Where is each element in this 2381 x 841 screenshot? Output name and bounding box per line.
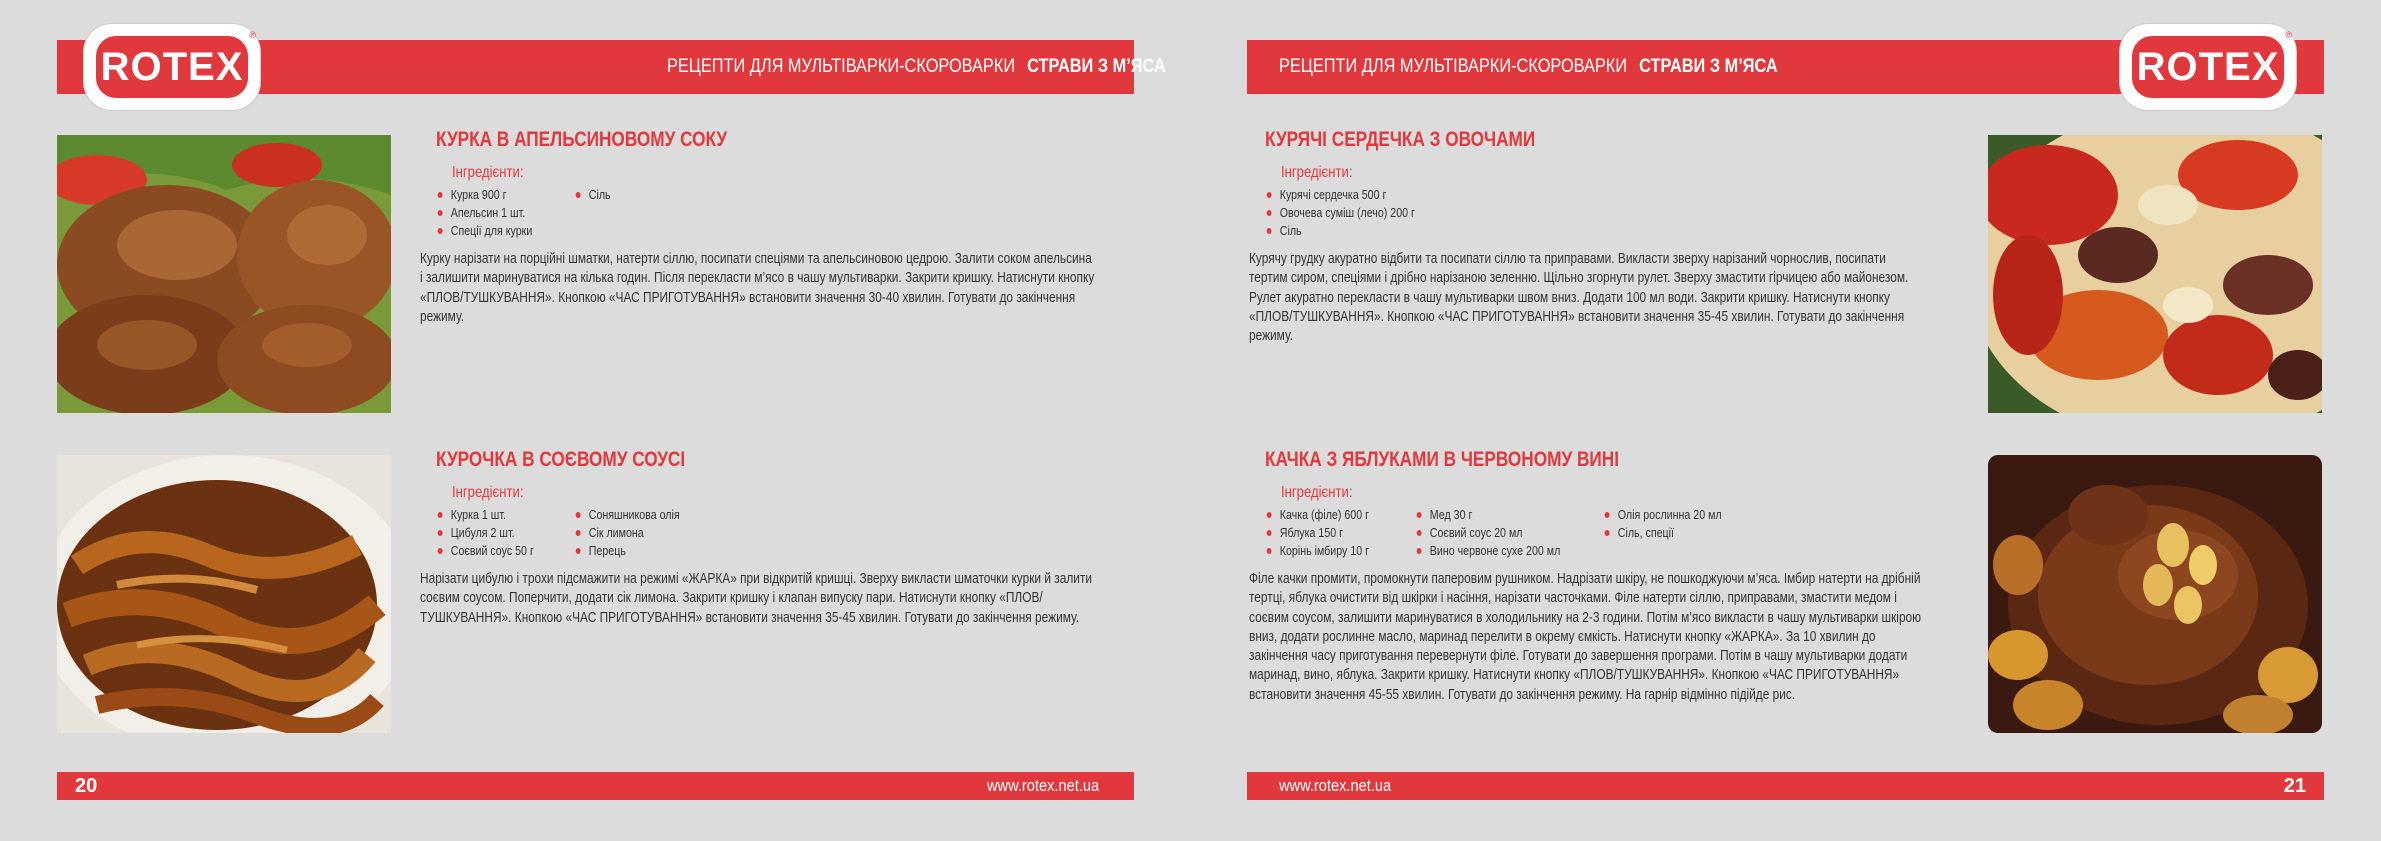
ingredient-item: Мед 30 г — [1415, 506, 1560, 524]
recipe-chicken-orange — [420, 128, 1136, 325]
ingredient-item: Соєвий соус 20 мл — [1415, 524, 1560, 542]
page-number-right: 21 — [2283, 775, 2306, 797]
ingredient-item: Курячі сердечка 500 г — [1265, 186, 1415, 204]
rotex-logo-right — [2120, 24, 2296, 110]
right-header-series: РЕЦЕПТИ ДЛЯ МУЛЬТІВАРКИ-СКОРОВАРКИ — [1279, 56, 1628, 77]
page-number-left: 20 — [75, 775, 98, 797]
recipe-title: КУРЯЧІ СЕРДЕЧКА З ОВОЧАМИ — [1265, 128, 1536, 151]
ingredient-item: Перець — [574, 542, 680, 560]
photo-duck-apples — [1988, 455, 2322, 733]
ingredient-item: Сік лимона — [574, 524, 680, 542]
ingredient-item: Курка 900 г — [436, 186, 532, 204]
photo-chicken-hearts — [1988, 135, 2322, 413]
left-header-series: РЕЦЕПТИ ДЛЯ МУЛЬТІВАРКИ-СКОРОВАРКИ — [667, 56, 1016, 77]
rotex-logo-left — [84, 24, 260, 110]
left-header-text — [667, 40, 1166, 94]
ingredient-item: Овочева суміш (лечо) 200 г — [1265, 204, 1415, 222]
ingredient-item: Сіль — [574, 186, 611, 204]
ingredient-item: Курка 1 шт. — [436, 506, 534, 524]
ingredient-item: Соєвий соус 50 г — [436, 542, 534, 560]
right-header-text — [1279, 40, 1778, 94]
recipe-instructions: Філе качки промити, промокнути паперовим рушником. Надрізати шкіру, не пошкоджуючи м’яса. Імбир натерти на дрібній тертці, яблука очистити від шкірки і насіння, нарізати часточками. Філе натерти сіллю, приправами, змастити медом і соєвим соусом, залишити маринуватися в холодильнику на 2-3 години. Потім м’ясо викласти в чашу мультиварки шкірою вниз, додати рослинне масло, маринад перелити в окрему ємкість. Натиснути кнопку «ЖАРКА». За 10 хвилин до закінчення часу приготування перевернути філе. Готувати до завершення програми. Потім в чашу мультиварки додати маринад, вино, яблука. Закрити кришку. Натиснути кнопку «ПЛОВ/ТУШКУВАННЯ». Кнопкою «ЧАС ПРИГОТУВАННЯ» встановити значення 45-55 хвилин. Готувати до закінчення режиму. На гарнір відмінно підійде рис. — [1249, 571, 1922, 703]
footer-url-right: www.rotex.net.ua — [1279, 776, 1392, 795]
photo-chicken-soy — [57, 455, 391, 733]
registered-mark: ® — [2285, 30, 2292, 40]
ingredients-label: Інгредієнти: — [1281, 164, 1353, 181]
recipe-instructions: Курку нарізати на порційні шматки, натерти сіллю, посипати спеціями та апельсиновою цедрою. Залити соком апельсина і залишити маринуватися на кілька годин. Після перекласти м’ясо в чашу мультиварки. Закрити кришку. Натиснути кнопку «ПЛОВ/ТУШКУВАННЯ». Кнопкою «ЧАС ПРИГОТУВАННЯ» встановити значення 30-40 хвилин. Готувати до закінчення режиму. — [420, 251, 1095, 325]
right-header-section: СТРАВИ З М’ЯСА — [1639, 56, 1778, 77]
ingredient-item: Яблука 150 г — [1265, 524, 1369, 542]
recipe-title: КУРОЧКА В СОЄВОМУ СОУСІ — [436, 448, 686, 471]
ingredients-label: Інгредієнти: — [1281, 484, 1353, 501]
ingredients-label: Інгредієнти: — [452, 484, 524, 501]
left-footer-bar — [57, 772, 1134, 800]
ingredient-item: Качка (філе) 600 г — [1265, 506, 1369, 524]
ingredient-item: Сіль — [1265, 222, 1415, 240]
ingredient-item: Вино червоне сухе 200 мл — [1415, 542, 1560, 560]
ingredient-item: Сіль, спеції — [1603, 524, 1722, 542]
ingredient-item: Цибуля 2 шт. — [436, 524, 534, 542]
left-header-section: СТРАВИ З М’ЯСА — [1027, 56, 1166, 77]
ingredient-item: Корінь імбиру 10 г — [1265, 542, 1369, 560]
photo-chicken-orange — [57, 135, 391, 413]
recipe-title: КАЧКА З ЯБЛУКАМИ В ЧЕРВОНОМУ ВИНІ — [1265, 448, 1620, 471]
rotex-logo-text: ROTEX — [96, 36, 248, 98]
ingredient-item: Олія рослинна 20 мл — [1603, 506, 1722, 524]
ingredients-label: Інгредієнти: — [452, 164, 524, 181]
ingredient-item: Апельсин 1 шт. — [436, 204, 532, 222]
rotex-logo-text: ROTEX — [2132, 36, 2284, 98]
ingredient-item: Соняшникова олія — [574, 506, 680, 524]
ingredient-item: Спеції для курки — [436, 222, 532, 240]
recipe-chicken-hearts — [1249, 128, 1965, 345]
registered-mark: ® — [249, 30, 256, 40]
recipe-instructions: Нарізати цибулю і трохи підсмажити на режимі «ЖАРКА» при відкритій кришці. Зверху викласти шматочки курки й залити соєвим соусом. Поперчити, додати сік лимона. Закрити кришку і клапан випуску пари. Натиснути кнопку «ПЛОВ/ТУШКУВАННЯ». Кнопкою «ЧАС ПРИГОТУВАННЯ» встановити значення 35-45 хвилин. Готувати до закінчення режиму. — [420, 571, 1093, 626]
right-footer-bar — [1247, 772, 2324, 800]
recipe-title: КУРКА В АПЕЛЬСИНОВОМУ СОКУ — [436, 128, 728, 151]
footer-url-left: www.rotex.net.ua — [987, 776, 1100, 795]
recipe-chicken-soy — [420, 448, 1136, 626]
recipe-duck-apples — [1249, 448, 1965, 703]
recipe-instructions: Курячу грудку акуратно відбити та посипати сіллю та приправами. Викласти зверху нарізаний чорнослив, посипати тертим сиром, спеціями і дрібно нарізаною зеленню. Щільно згорнути рулет. Зверху змастити гірчицею або майонезом. Рулет акуратно перекласти в чашу мультиварки швом вниз. Додати 100 мл води. Закрити кришку. Натиснути кнопку «ПЛОВ/ТУШКУВАННЯ». Кнопкою «ЧАС ПРИГОТУВАННЯ» встановити значення 35-45 хвилин. Готувати до закінчення режиму. — [1249, 251, 1909, 345]
